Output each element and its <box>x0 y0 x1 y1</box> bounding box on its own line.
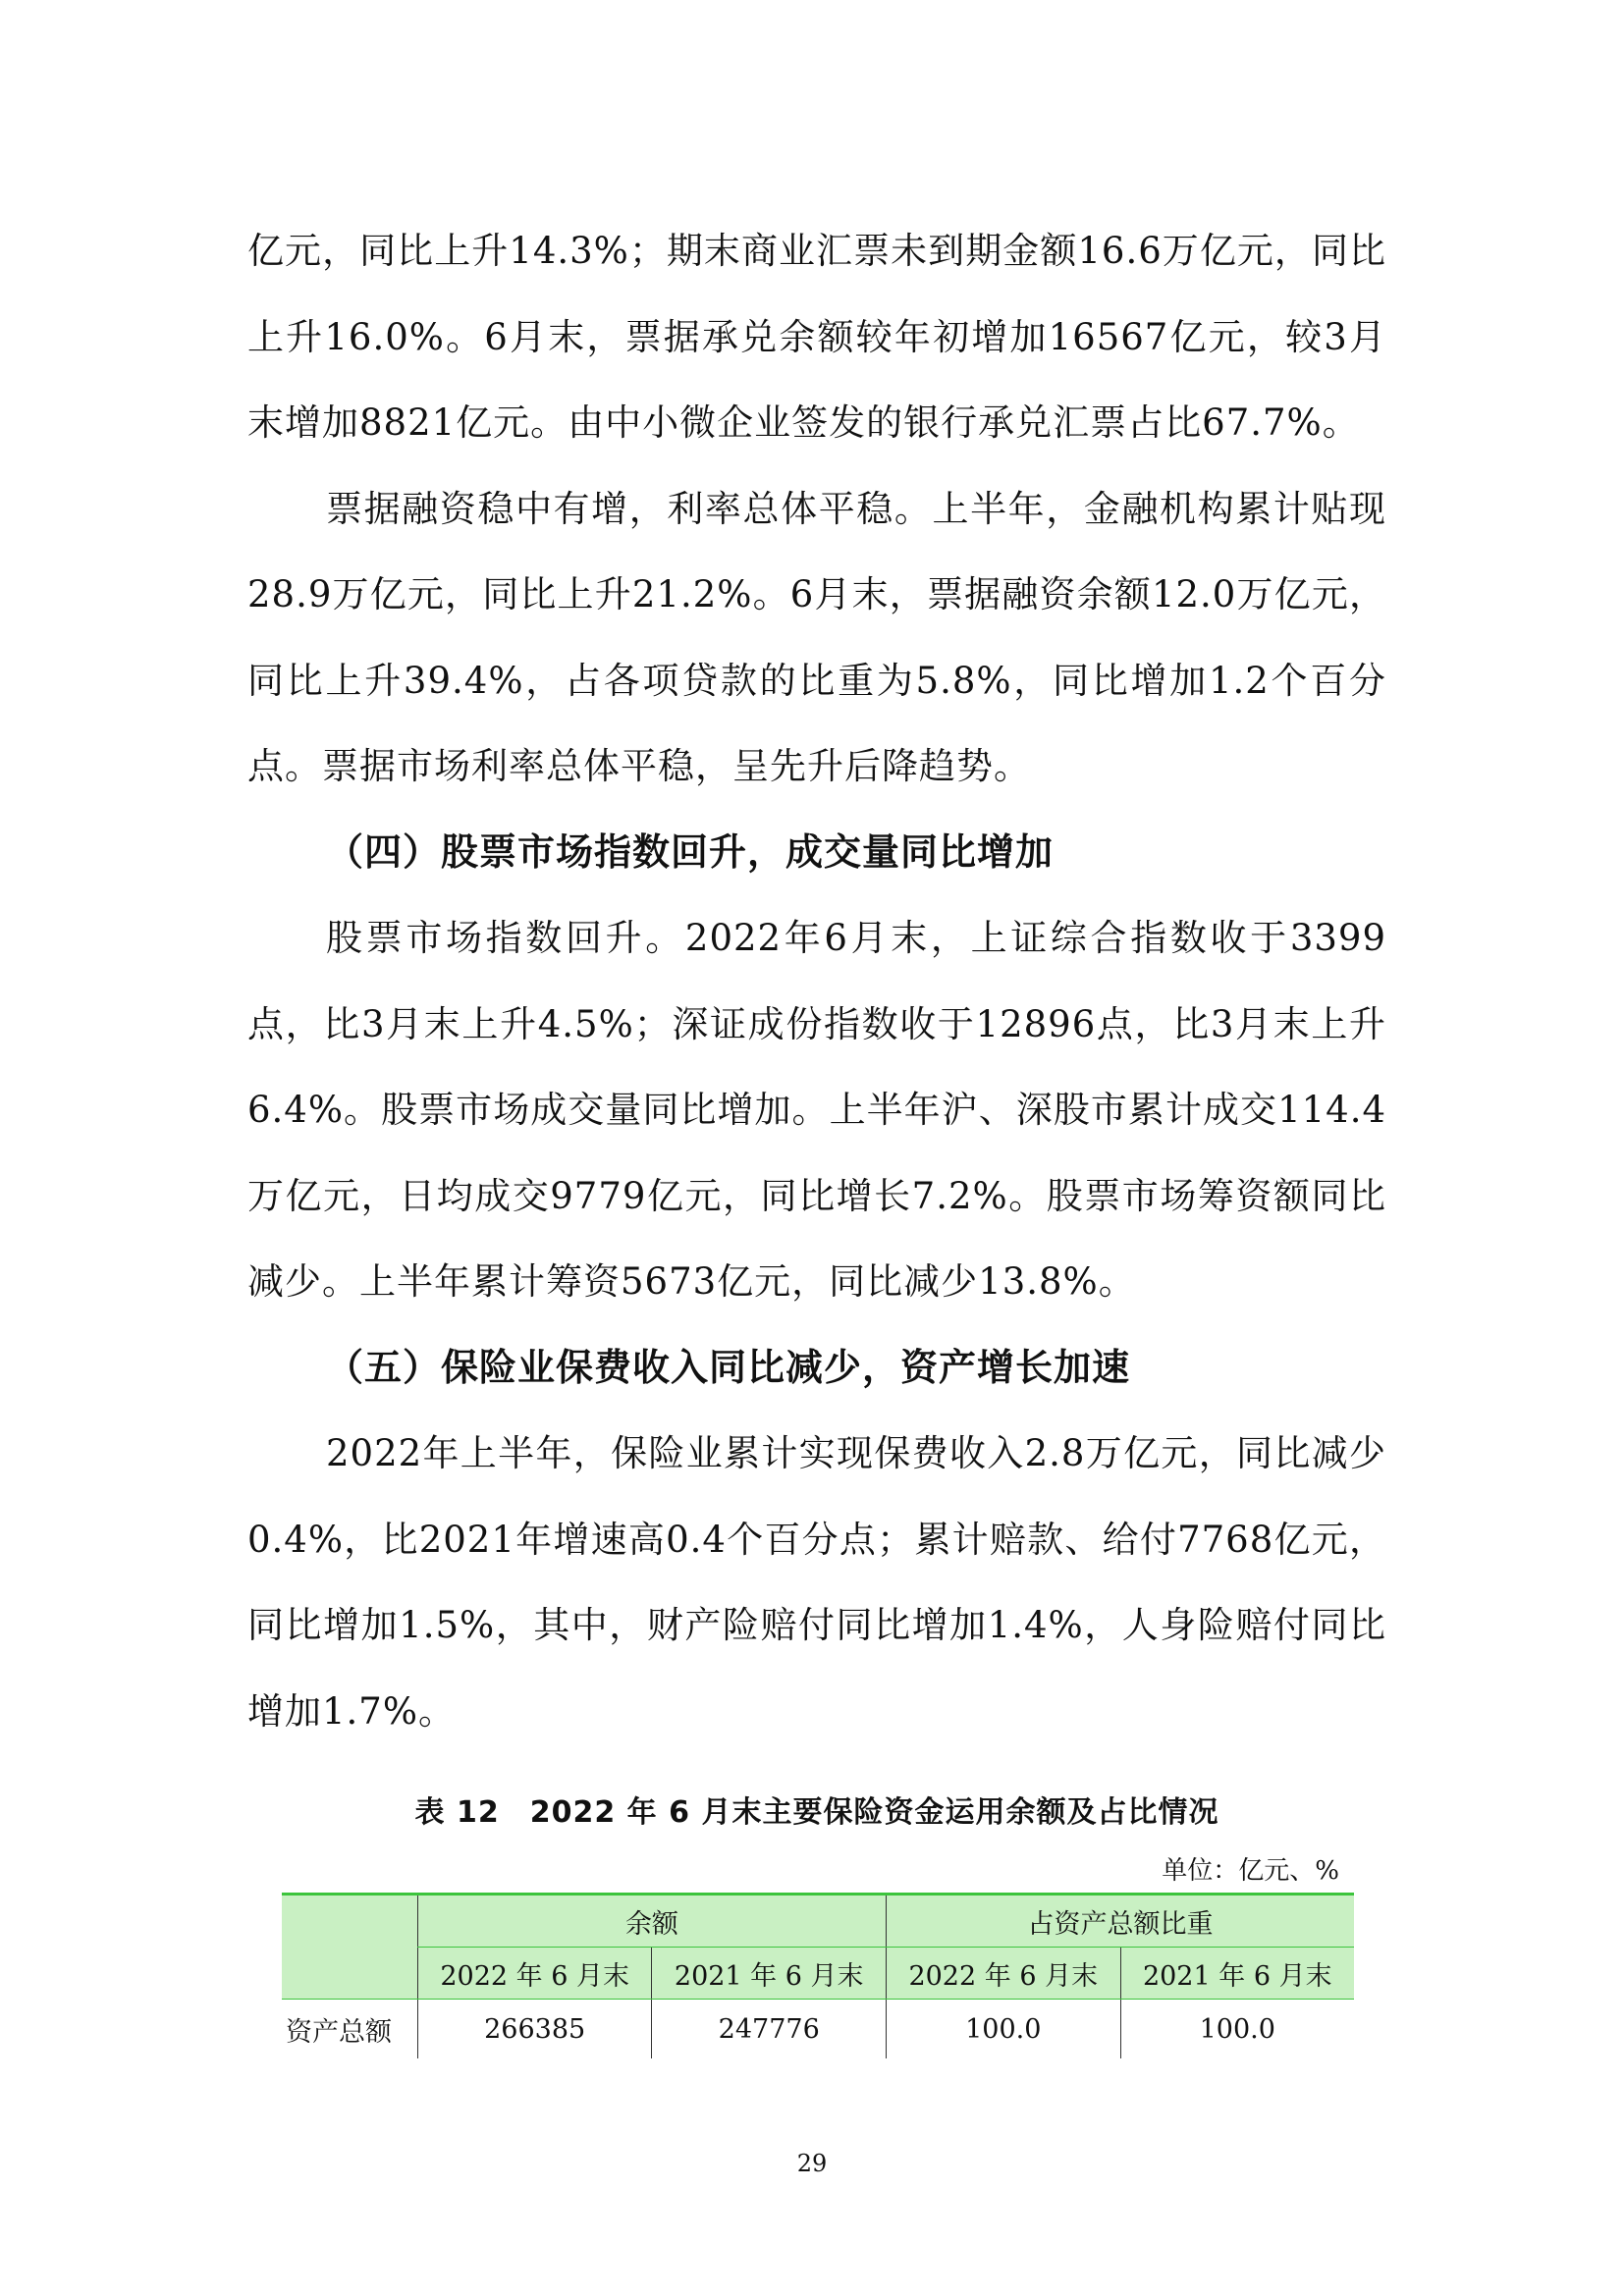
table-cell: 266385 <box>417 2000 652 2059</box>
paragraph-insurance: 2022年上半年，保险业累计实现保费收入2.8万亿元，同比减少0.4%，比2021年增速高0.4个百分点；累计赔款、给付7768亿元，同比增加1.5%，其中，财产险赔付同比增加1.4%，人身险赔付同比增加1.7%。 <box>247 1432 1386 1733</box>
table-header-blank <box>282 1895 417 2000</box>
insurance-fund-table <box>282 1893 1354 2058</box>
table-row <box>282 2000 1354 2059</box>
table-row-label: 资产总额 <box>286 2016 392 2048</box>
table-cell: 100.0 <box>1120 2000 1354 2059</box>
paragraph-bills-continued: 亿元，同比上升14.3%；期末商业汇票未到期金额16.6万亿元，同比上升16.0%。6月末，票据承兑余额较年初增加16567亿元，较3月末增加8821亿元。由中小微企业签发的银行承兑汇票占比67.7%。 <box>247 230 1386 444</box>
table-subheader: 2022 年 6 月末 <box>886 1948 1120 2000</box>
table-cell: 100.0 <box>886 2000 1120 2059</box>
table-subheader: 2022 年 6 月末 <box>417 1948 652 2000</box>
section-heading-stock-market: （四）股票市场指数回升，成交量同比增加 <box>326 829 1055 874</box>
table-subheader: 2021 年 6 月末 <box>652 1948 887 2000</box>
paragraph-bill-financing: 票据融资稳中有增，利率总体平稳。上半年，金融机构累计贴现28.9万亿元，同比上升21.2%。6月末，票据融资余额12.0万亿元，同比上升39.4%，占各项贷款的比重为5.8%，同比增加1.2个百分点。票据市场利率总体平稳，呈先升后降趋势。 <box>247 487 1386 787</box>
table-caption: 表 12 2022 年 6 月末主要保险资金运用余额及占比情况 <box>414 1795 1219 1830</box>
paragraph-stock-market: 股票市场指数回升。2022年6月末，上证综合指数收于3399点，比3月末上升4.5%；深证成份指数收于12896点，比3月末上升6.4%。股票市场成交量同比增加。上半年沪、深股市累计成交114.4万亿元，日均成交9779亿元，同比增长7.2%。股票市场筹资额同比减少。上半年累计筹资5673亿元，同比减少13.8%。 <box>247 917 1386 1303</box>
table-cell: 247776 <box>652 2000 887 2059</box>
page-content <box>247 208 1386 2058</box>
section-heading-insurance: （五）保险业保费收入同比减少，资产增长加速 <box>326 1345 1131 1389</box>
table-unit: 单位：亿元、% <box>1162 1856 1339 1886</box>
page-number: 29 <box>796 2150 828 2177</box>
table-group-header-balance: 余额 <box>417 1895 886 1948</box>
table-subheader: 2021 年 6 月末 <box>1120 1948 1354 2000</box>
table-group-header-share: 占资产总额比重 <box>886 1895 1354 1948</box>
